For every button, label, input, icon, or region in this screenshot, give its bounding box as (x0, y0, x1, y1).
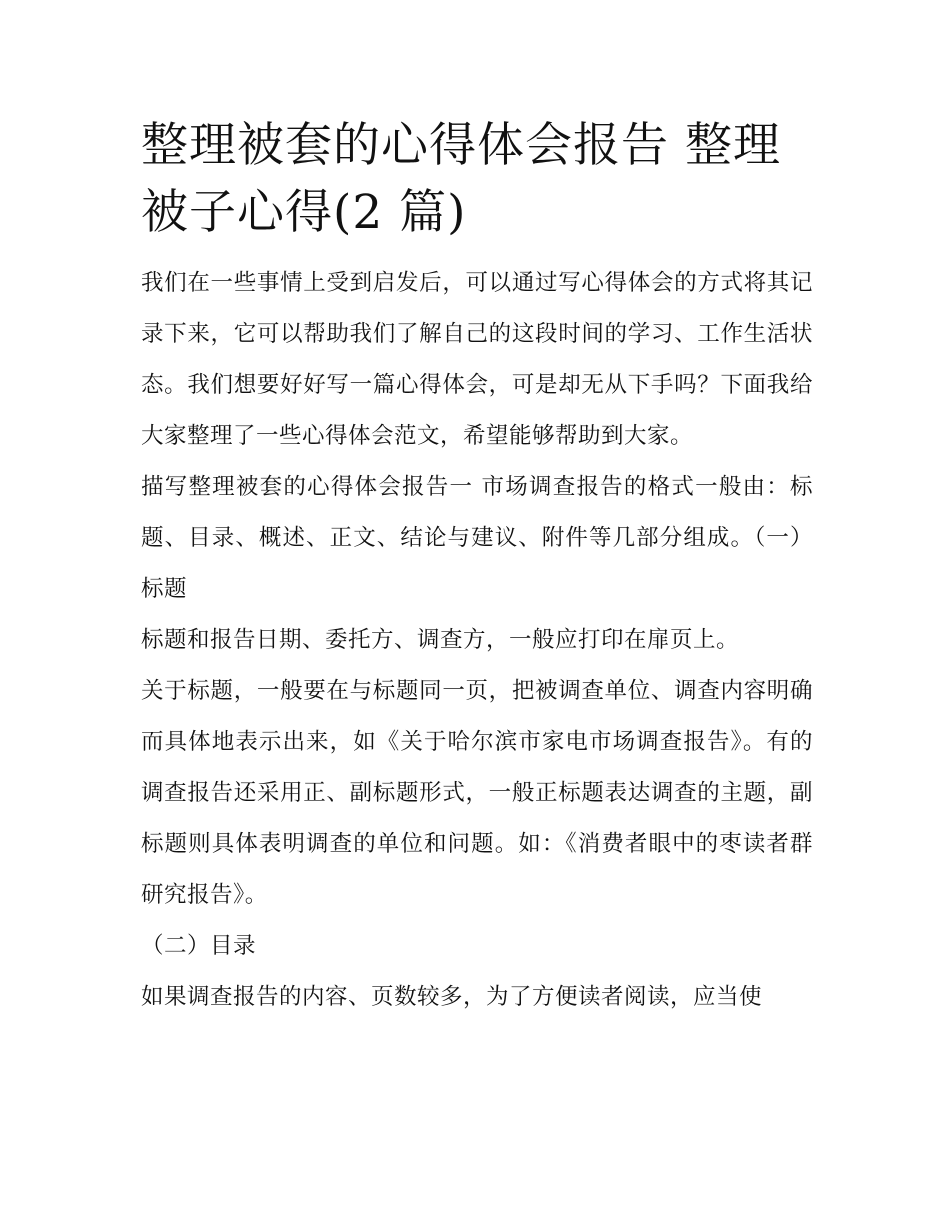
document-title: 整理被套的心得体会报告 整理被子心得(2 篇) (141, 118, 781, 240)
paragraph-report-format: 描写整理被套的心得体会报告一 市场调查报告的格式一般由：标题、目录、概述、正文、结论与建议、附件等几部分组成。（一）标题 (141, 474, 813, 602)
paragraph-intro: 我们在一些事情上受到启发后，可以通过写心得体会的方式将其记录下来，它可以帮助我们了解自己的这段时间的学习、工作生活状态。我们想要好好写一篇心得体会，可是却无从下手吗？下面我给大家整理了一些心得体会范文，希望能够帮助到大家。 (141, 270, 813, 449)
document-page (141, 112, 813, 1023)
section-heading-toc: （二）目录 (141, 933, 257, 959)
paragraph-title-date: 标题和报告日期、委托方、调查方，一般应打印在扉页上。 (141, 627, 740, 653)
paragraph-about-title: 关于标题，一般要在与标题同一页，把被调查单位、调查内容明确而具体地表示出来，如《关于哈尔滨市家电市场调查报告》。有的调查报告还采用正、副标题形式，一般正标题表达调查的主题，副标题则具体表明调查的单位和问题。如：《消费者眼中的枣读者群研究报告》。 (141, 678, 813, 908)
paragraph-toc: 如果调查报告的内容、页数较多，为了方便读者阅读，应当使 (141, 984, 763, 1010)
